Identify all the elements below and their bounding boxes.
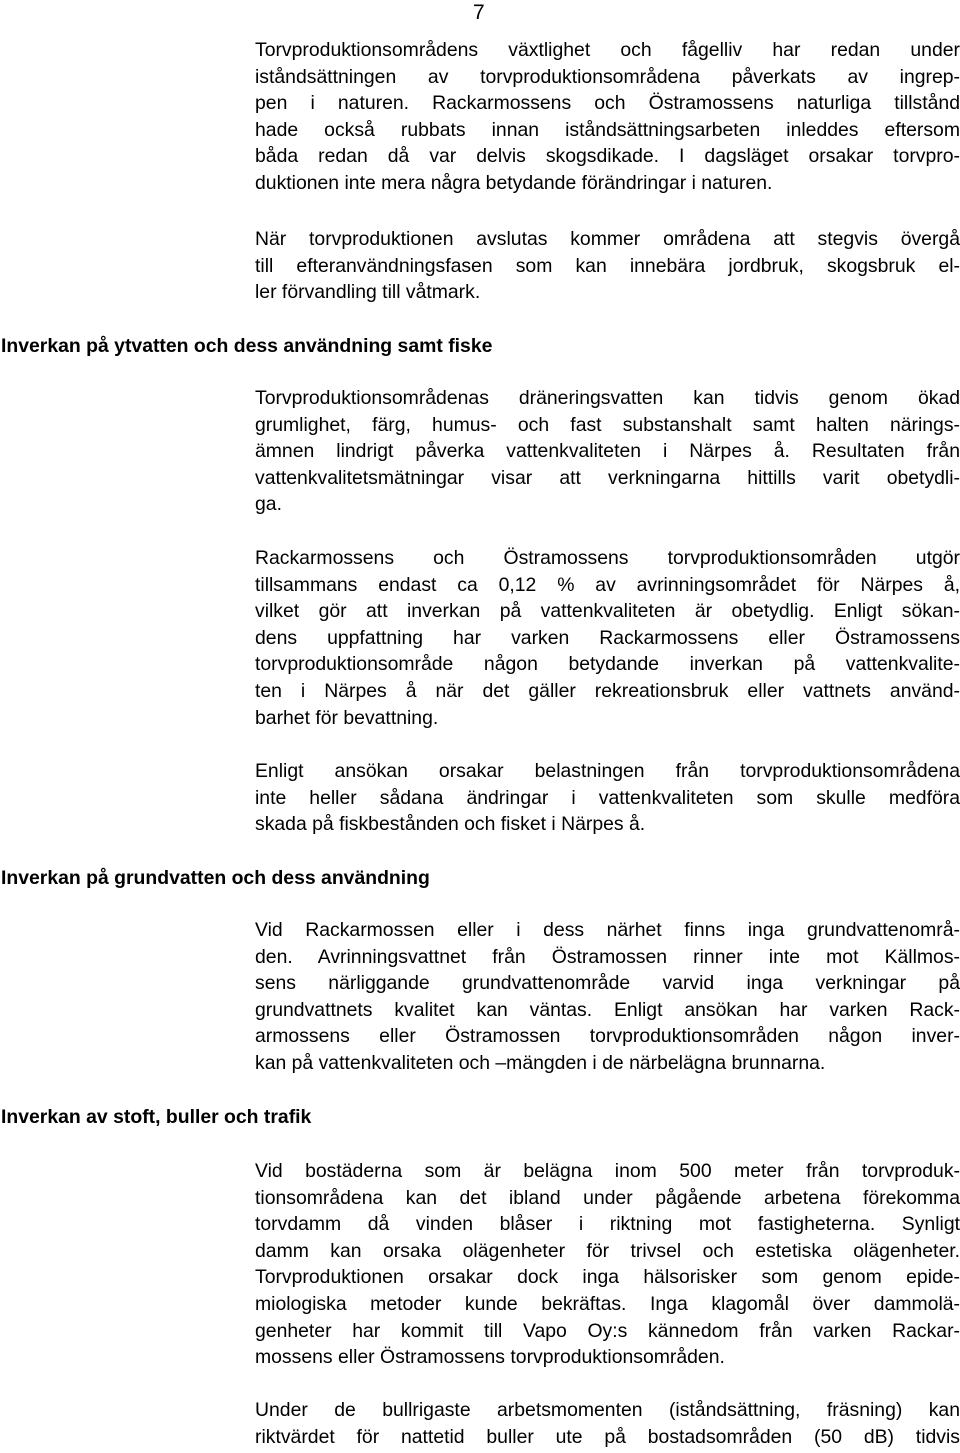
section-heading: Inverkan på grundvatten och dess användning [1,867,430,889]
body-paragraph [255,758,960,838]
text-line: riktvärdet för nattetid buller ute på bostadsområden (50 dB) tidvis [255,1425,960,1448]
text-line: iståndsättningen av torvproduktionsområdena påverkats av ingrep- [255,65,960,88]
text-line: ler förvandling till våtmark. [255,281,481,304]
text-line: duktionen inte mera några betydande förändringar i naturen. [255,171,773,194]
paragraph-text [255,758,960,838]
text-line: ten i Närpes å när det gäller rekreationsbruk eller vattnets använd- [255,679,960,702]
text-line: den. Avrinningsvattnet från Östramossen rinner inte mot Källmos- [255,945,960,968]
text-line: ämnen lindrigt påverka vattenkvaliteten i Närpes å. Resultaten från [255,440,960,463]
text-line: Torvproduktionen orsakar dock inga hälsorisker som genom epide- [255,1266,960,1289]
text-line: När torvproduktionen avslutas kommer områdena att stegvis övergå [255,228,960,250]
text-line: Under de bullrigaste arbetsmomenten (iståndsättning, fräsning) kan [255,1399,960,1421]
text-line: damm kan orsaka olägenheter för trivsel och estetiska olägenheter. [255,1239,960,1262]
body-paragraph [255,1397,960,1450]
text-line: inte heller sådana ändringar i vattenkvaliteten som skulle medföra [255,786,960,809]
text-line: till efteranvändningsfasen som kan innebära jordbruk, skogsbruk el- [255,254,960,277]
section-heading: Inverkan på ytvatten och dess användning samt fiske [1,335,493,357]
text-line: kan på vattenkvaliteten och –mängden i de närbelägna brunnarna. [255,1051,826,1074]
paragraph-text [255,1158,960,1371]
body-paragraph [255,1158,960,1371]
text-line: Torvproduktionsområdens växtlighet och fågelliv har redan under [255,39,960,61]
text-line: Rackarmossens och Östramossens torvproduktionsområden utgör [255,547,960,569]
text-line: tionsområdena kan det ibland under pågående arbetena förekomma [255,1186,960,1209]
text-line: dens uppfattning har varken Rackarmossens eller Östramossens [255,626,960,649]
paragraph-text [255,37,960,197]
text-line: torvdamm då vinden blåser i riktning mot fastigheterna. Synligt [255,1213,960,1236]
text-line: sens närliggande grundvattenområde varvid inga verkningar på [255,972,960,995]
paragraph-text [255,385,960,518]
text-line: barhet för bevattning. [255,706,439,729]
text-line: hade också rubbats innan iståndsättningsarbeten inleddes eftersom [255,118,960,141]
text-line: Enligt ansökan orsakar belastningen från torvproduktionsområdena [255,760,960,782]
text-line: tillsammans endast ca 0,12 % av avrinningsområdet för Närpes å, [255,573,960,596]
text-line: Torvproduktionsområdenas dräneringsvatten kan tidvis genom ökad [255,387,960,409]
text-line: genheter har kommit till Vapo Oy:s kännedom från varken Rackar- [255,1319,960,1342]
body-paragraph [255,226,960,306]
paragraph-text [255,226,960,306]
text-line: vilket gör att inverkan på vattenkvaliteten är obetydlig. Enligt sökan- [255,600,960,623]
text-line: mossens eller Östramossens torvproduktionsområden. [255,1346,725,1369]
body-paragraph [255,917,960,1077]
paragraph-text [255,917,960,1077]
body-paragraph [255,385,960,518]
text-line: pen i naturen. Rackarmossens och Östramossens naturliga tillstånd [255,92,960,115]
text-line: armossens eller Östramossen torvproduktionsområden någon inver- [255,1025,960,1048]
text-line: torvproduktionsområde någon betydande inverkan på vattenkvalite- [255,653,960,676]
text-line: ga. [255,493,282,516]
text-line: skada på fiskbestånden och fisket i Närpes å. [255,813,646,836]
text-line: grumlighet, färg, humus- och fast substanshalt samt halten närings- [255,413,960,436]
page-number: 7 [473,1,485,24]
text-line: Vid Rackarmossen eller i dess närhet finns inga grundvattenområ- [255,919,960,941]
body-paragraph [255,545,960,731]
section-heading: Inverkan av stoft, buller och trafik [1,1106,312,1128]
text-line: vattenkvalitetsmätningar visar att verkningarna hittills varit obetydli- [255,466,960,489]
text-line: Vid bostäderna som är belägna inom 500 meter från torvproduk- [255,1160,960,1182]
body-paragraph [255,37,960,197]
paragraph-text [255,1397,960,1450]
paragraph-text [255,545,960,731]
text-line: båda redan då var delvis skogsdikade. I dagsläget orsakar torvpro- [255,145,960,168]
text-line: grundvattnets kvalitet kan väntas. Enligt ansökan har varken Rack- [255,998,960,1021]
text-line: miologiska metoder kunde bekräftas. Inga klagomål över dammolä- [255,1292,960,1315]
